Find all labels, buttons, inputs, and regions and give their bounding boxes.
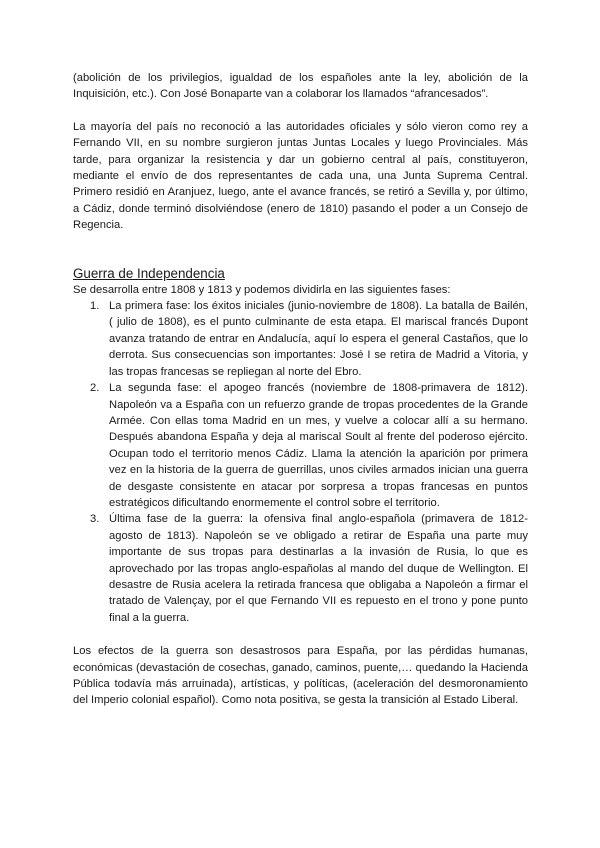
document-page [73,70,528,709]
list-item-text: La primera fase: los éxitos iniciales (junio-noviembre de 1808). La batalla de Bailén, ( julio de 1808), es el punto culminante de esta etapa. El mariscal francés Dupont avanza tratando de entrar en Andalucía, aquí lo espera el general Castaños, que lo derrota. Sus consecuencias son importantes: José I se retira de Madrid a Vitoria, y las tropas francesas se repliegan al norte del Ebro. [109,300,528,378]
list-item [73,298,528,380]
closing-paragraph: Los efectos de la guerra son desastrosos para España, por las pérdidas humanas, económicas (devastación de cosechas, ganado, caminos, puente,… quedando la Hacienda Pública todavía más arruinada), artísticas, y políticas, (aceleración del desmoronamiento del Imperio colonial español). Como nota positiva, se gesta la transición al Estado Liberal. [73,645,528,707]
list-item-number: 2. [90,382,100,395]
list-item-text: La segunda fase: el apogeo francés (noviembre de 1808-primavera de 1812). Napoleón va a España con un refuerzo grande de tropas procedentes de la Grande Armée. Con ellas toma Madrid en un mes, y vuelve a colocar allí a su hermano. Después abandona España y deja al mariscal Soult al frente del poderoso ejército. Ocupan todo el territorio menos Cádiz. Llama la atención la aparición por primera vez en la historia de la guerra de guerrillas, unos civiles armados inician una guerra de desgaste consistente en atacar por sorpresa a tropas francesas en puntos estratégicos dificultando enormemente el control sobre el territorio. [109,382,528,509]
list-item-number: 1. [90,300,100,313]
list-item-number: 3. [90,513,100,526]
list-item-text: Última fase de la guerra: la ofensiva final anglo-española (primavera de 1812-agosto de 1813). Napoleón se ve obligado a retirar de España una parte muy importante de sus tropas para destinarlas a la invasión de Rusia, lo que es aprovechado por las tropas anglo-españolas al mando del duque de Wellington. El desastre de Rusia acelera la retirada francesa que obligaba a Napoleón a firmar el tratado de Valençay, por el que Fernando VII es repuesto en el trono y pone punto final a la guerra. [109,513,528,624]
list-item [73,380,528,511]
list-item [73,511,528,626]
phases-list [73,298,528,626]
paragraph-afrancesados: (abolición de los privilegios, igualdad de los españoles ante la ley, abolición de la Inquisición, etc.). Con José Bonaparte van a colaborar los llamados “afrancesados”. [73,72,528,101]
section-heading: Guerra de Independencia [73,265,225,281]
paragraph-juntas: La mayoría del país no reconoció a las autoridades oficiales y sólo vieron como rey a Fernando VII, en su nombre surgieron juntas Juntas Locales y luego Provinciales. Más tarde, para organizar la resistencia y dar un gobierno central al país, constituyeron, mediante el envío de dos representantes de cada una, una Junta Suprema Central. Primero residió en Aranjuez, luego, ante el avance francés, se retiró a Sevilla y, por último, a Cádiz, donde terminó disolviéndose (enero de 1810) pasando el poder a un Consejo de Regencia. [73,120,528,232]
section-intro: Se desarrolla entre 1808 y 1813 y podemos dividirla en las siguientes fases: [73,283,451,296]
